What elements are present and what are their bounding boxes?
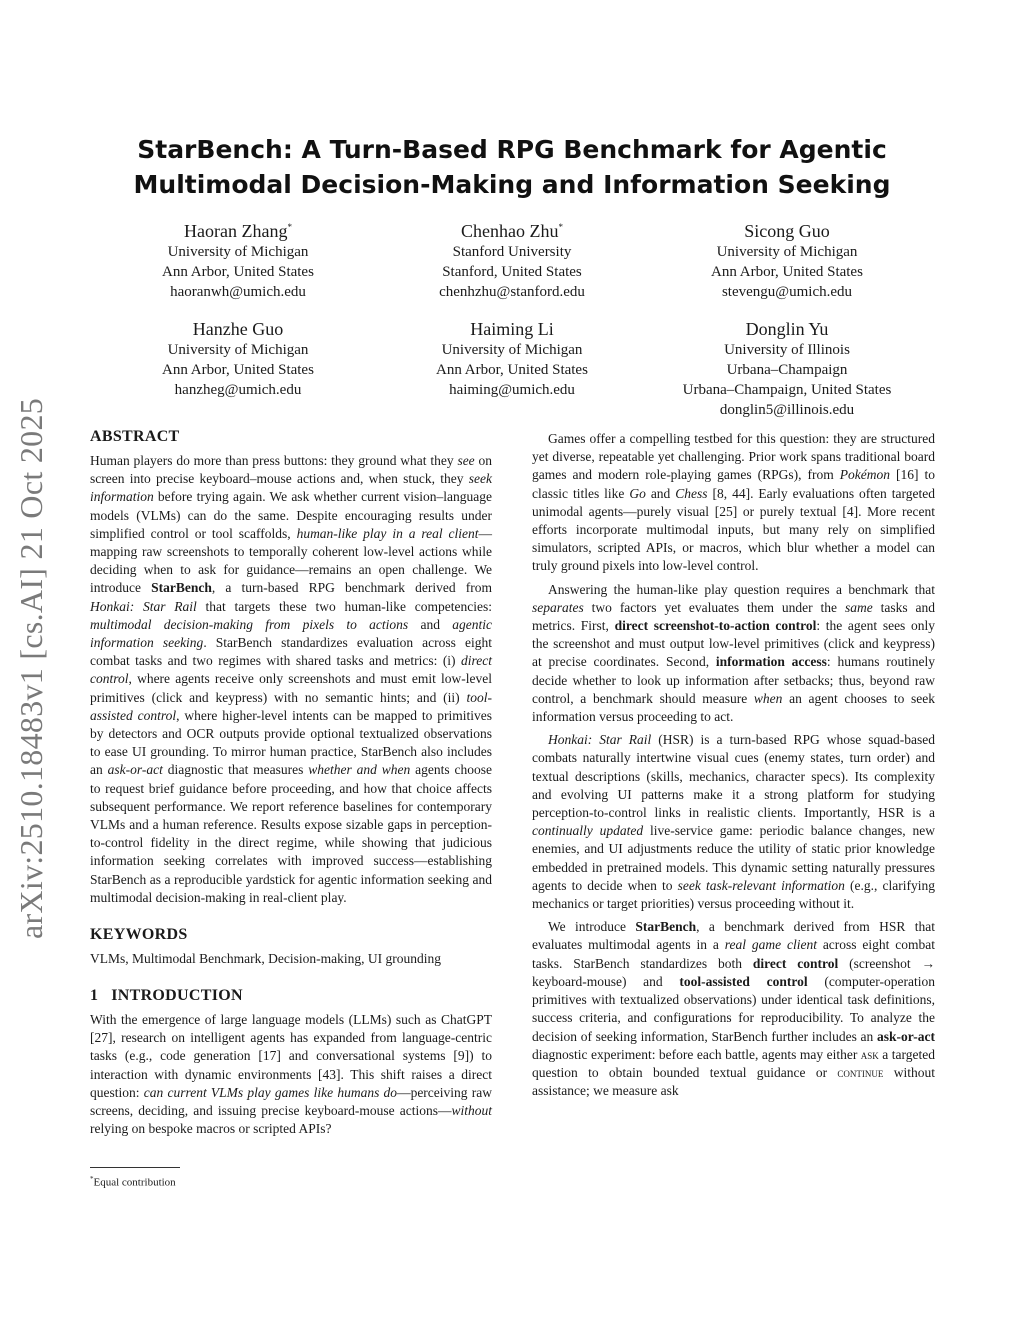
- author-email: haiming@umich.edu: [449, 382, 575, 398]
- author-affiliation: University of Michigan: [441, 342, 583, 358]
- intro-paragraph-2: Games offer a compelling testbed for this question: they are structured yet diverse, repeatable yet challenging. Prior work spans traditional board games and modern role-playing games (RPGs), from Pokémon [16] to classic titles like Go and Chess [8, 44]. Early evaluations often targeted unimodal agents—purely visual [25] or purely textual [4]. More recent efforts incorporate multimodal inputs, but many rely on simplified simulators, scripted APIs, or macros, which blur whether a model can truly ground pixels into low-level control.: [532, 431, 935, 574]
- paper-title: [100, 132, 924, 202]
- author-email: donglin5@illinois.edu: [719, 402, 855, 418]
- author-name: Haiming Li: [470, 319, 554, 339]
- author-block: [108, 216, 368, 302]
- author-name: Haoran Zhang*: [184, 221, 292, 241]
- author-block: [108, 314, 368, 400]
- intro-paragraph-5: We introduce StarBench, a benchmark derived from HSR that evaluates multimodal agents in a real game client across eight combat tasks. StarBench standardizes both direct control (screenshot → keyboard-mouse) and tool-assisted control (computer-operation primitives with textualized observations) under identical task definitions, success criteria, and configurations for reproducibility. To analyze the decision of seeking information, StarBench further includes an ask-or-act diagnostic experiment: before each battle, agents may either ask a targeted question to obtain bounded textual guidance or continue without assistance; we measure ask: [532, 919, 936, 1099]
- author-location: Ann Arbor, United States: [162, 362, 314, 378]
- author-affiliation: Stanford University: [452, 244, 572, 260]
- author-name: Hanzhe Guo: [192, 319, 284, 339]
- intro-paragraph-4: Honkai: Star Rail (HSR) is a turn-based RPG whose squad-based combats naturally intertwine visual cues (enemy states, turn order) and textual descriptions (skills, mechanics, character specs). Its complexity and evolving UI patterns make it a strong platform for studying perception-to-control links in realistic clients. Importantly, HSR is a continually updated live-service game: periodic balance changes, new enemies, and UI adjustments reduce the utility of static prior knowledge embedded in pretrained models. This dynamic setting naturally pressures agents to decide when to seek task-relevant information (e.g., clarifying mechanics or target priorities) versus proceeding without it.: [532, 732, 935, 912]
- abstract-text: Human players do more than press buttons: they ground what they see on screen into precise keyboard–mouse actions and, when stuck, they seek information before trying again. We ask whether current vision–language models (VLMs) can do the same. Despite encouraging results under simplified control or tool scaffolds, human-like play in a real client—mapping raw screenshots to temporally coherent low-level actions while deciding when to ask for guidance—remains an open challenge. We introduce StarBench, a turn-based RPG benchmark derived from Honkai: Star Rail that targets these two human-like competencies: multimodal decision-making from pixels to actions and agentic information seeking. StarBench standardizes evaluation across eight combat tasks and two regimes with shared tasks and metrics: (i) direct control, where agents receive only screenshots and must emit low-level primitives (click and keypress) with no semantic hints; and (ii) tool-assisted control, where higher-level intents can be mapped to primitives by detectors and OCR outputs provide optional textualized observations to ease UI grounding. To mirror human practice, StarBench also includes an ask-or-act diagnostic that measures whether and when agents choose to request brief guidance before proceeding, and how that choice affects subsequent performance. We report reference baselines for contemporary VLMs and a human reference. Results expose sizable gaps in perception-to-control fidelity in the direct regime, while showing that judicious information seeking correlates with improved success—establishing StarBench as a reproducible yardstick for agentic information seeking and multimodal decision-making in real-client play.: [90, 453, 493, 905]
- intro-paragraph-1: With the emergence of large language models (LLMs) such as ChatGPT [27], research on intelligent agents has expanded from language-centric tasks (e.g., code generation [17] and conversational systems [9]) to interaction with dynamic environments [43]. This shift raises a direct question: can current VLMs play games like humans do—perceiving raw screens, deciding, and issuing precise keyboard-mouse actions—without relying on bespoke macros or scripted APIs?: [90, 1012, 493, 1137]
- author-location: Ann Arbor, United States: [711, 264, 863, 280]
- author-email: haoranwh@umich.edu: [170, 284, 306, 300]
- author-block: [657, 314, 917, 420]
- author-location: Urbana–Champaign, United States: [682, 382, 892, 398]
- author-affiliation: University of Michigan: [167, 342, 309, 358]
- right-column: [532, 430, 935, 1100]
- author-block: [382, 216, 642, 302]
- author-email: hanzheg@umich.edu: [174, 382, 302, 398]
- author-location: Stanford, United States: [442, 264, 582, 280]
- left-column: [90, 427, 492, 1139]
- author-email: chenhzhu@stanford.edu: [439, 284, 585, 300]
- arxiv-id: arXiv:2510.18483v1 [cs.AI] 21 Oct 2025: [13, 397, 50, 939]
- author-affiliation: University of Michigan: [716, 244, 858, 260]
- author-block: [657, 216, 917, 302]
- abstract-heading: ABSTRACT: [90, 428, 180, 445]
- author-affiliation-2: Urbana–Champaign: [726, 362, 848, 378]
- author-affiliation: University of Michigan: [167, 244, 309, 260]
- keywords-heading: KEYWORDS: [90, 926, 188, 944]
- author-block: [382, 314, 642, 400]
- title-line-1: StarBench: A Turn-Based RPG Benchmark for Agentic: [137, 135, 887, 164]
- author-email: stevengu@umich.edu: [721, 284, 853, 300]
- author-name: Donglin Yu: [745, 319, 829, 339]
- keywords-text: VLMs, Multimodal Benchmark, Decision-making, UI grounding: [90, 951, 441, 967]
- author-name: Chenhao Zhu*: [461, 221, 563, 241]
- footnote-rule: [90, 1167, 180, 1168]
- author-location: Ann Arbor, United States: [436, 362, 588, 378]
- author-name: Sicong Guo: [744, 221, 830, 241]
- intro-paragraph-3: Answering the human-like play question requires a benchmark that separates two factors yet evaluates them under the same tasks and metrics. First, direct screenshot-to-action control: the agent sees only the screenshot and must output low-level primitives (click and keypress) at precise coordinates. Second, information access: humans routinely decide whether to look up information after setbacks; thus, beyond raw control, a benchmark should measure when an agent chooses to seek information versus proceeding to act.: [532, 581, 935, 725]
- arxiv-sidebar-stamp: [4, 378, 60, 958]
- footnote: *Equal contribution: [90, 1175, 176, 1189]
- author-location: Ann Arbor, United States: [162, 264, 314, 280]
- title-line-2: Multimodal Decision-Making and Information Seeking: [133, 170, 891, 199]
- author-affiliation: University of Illinois: [724, 342, 850, 358]
- intro-heading: 1 INTRODUCTION: [90, 987, 243, 1005]
